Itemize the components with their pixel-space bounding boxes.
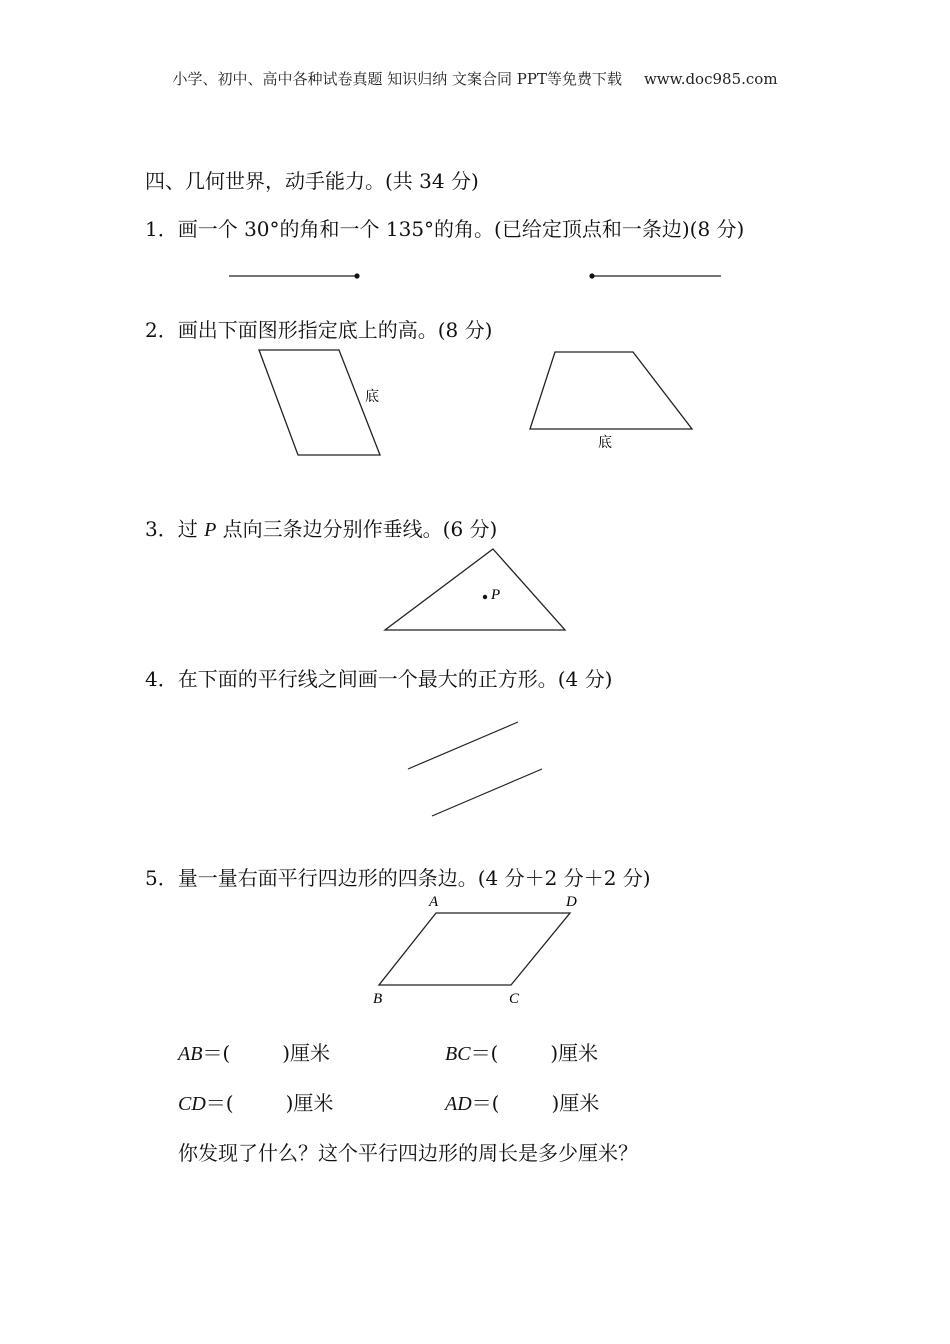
question-2: 2．画出下面图形指定底上的高。(8 分) bbox=[145, 318, 493, 342]
answer-ab-open: ＝( bbox=[202, 1041, 231, 1065]
vertex-a-label: A bbox=[429, 894, 439, 910]
answer-ad-open: ＝( bbox=[471, 1091, 500, 1115]
triangle-figure bbox=[385, 549, 565, 630]
vertex-135-degree bbox=[589, 273, 594, 278]
answer-ad-var: AD bbox=[445, 1093, 472, 1115]
answer-bc-open: ＝( bbox=[470, 1041, 499, 1065]
question-1: 1．画一个 30°的角和一个 135°的角。(已给定顶点和一条边)(8 分) bbox=[145, 217, 745, 241]
question-5: 5．量一量右面平行四边形的四条边。(4 分＋2 分＋2 分) bbox=[145, 866, 651, 890]
answer-cd-var: CD bbox=[178, 1093, 206, 1115]
answer-ab-var: AB bbox=[178, 1043, 203, 1065]
point-p bbox=[483, 595, 487, 599]
question-3-suffix: 点向三条边分别作垂线。(6 分) bbox=[216, 517, 498, 541]
trapezoid-base-label: 底 bbox=[598, 435, 612, 451]
answer-ad bbox=[445, 1087, 599, 1116]
vertex-b-label: B bbox=[373, 991, 383, 1007]
point-p-label: P bbox=[491, 587, 501, 603]
answer-bc-var: BC bbox=[445, 1043, 471, 1065]
section-title: 四、几何世界，动手能力。(共 34 分) bbox=[145, 169, 479, 193]
parallelogram-figure bbox=[259, 350, 380, 455]
vertex-c-label: C bbox=[509, 991, 520, 1007]
question-3-point-var: P bbox=[204, 519, 217, 541]
question-4: 4．在下面的平行线之间画一个最大的正方形。(4 分) bbox=[145, 667, 613, 691]
answer-bc bbox=[445, 1037, 598, 1066]
vertex-30-degree bbox=[354, 273, 359, 278]
answer-ab bbox=[178, 1037, 330, 1066]
final-question: 你发现了什么？这个平行四边形的周长是多少厘米？ bbox=[178, 1141, 638, 1165]
header-promo-text: 小学、初中、高中各种试卷真题 知识归纳 文案合同 PPT等免费下载 bbox=[172, 70, 622, 88]
parallelogram-base-label: 底 bbox=[365, 389, 379, 405]
parallel-line-top bbox=[408, 722, 518, 769]
header-website: www.doc985.com bbox=[643, 70, 778, 88]
answer-ab-close: )厘米 bbox=[282, 1041, 331, 1065]
answer-ad-close: )厘米 bbox=[551, 1091, 600, 1115]
parallel-line-bottom bbox=[432, 769, 542, 816]
trapezoid-figure bbox=[530, 352, 692, 429]
answer-cd-open: ＝( bbox=[205, 1091, 234, 1115]
vertex-d-label: D bbox=[566, 894, 577, 910]
answer-bc-close: )厘米 bbox=[550, 1041, 599, 1065]
parallelogram-abcd bbox=[379, 913, 570, 985]
question-3-prefix: 3．过 bbox=[145, 517, 205, 541]
answer-cd bbox=[178, 1087, 333, 1116]
answer-cd-close: )厘米 bbox=[285, 1091, 334, 1115]
